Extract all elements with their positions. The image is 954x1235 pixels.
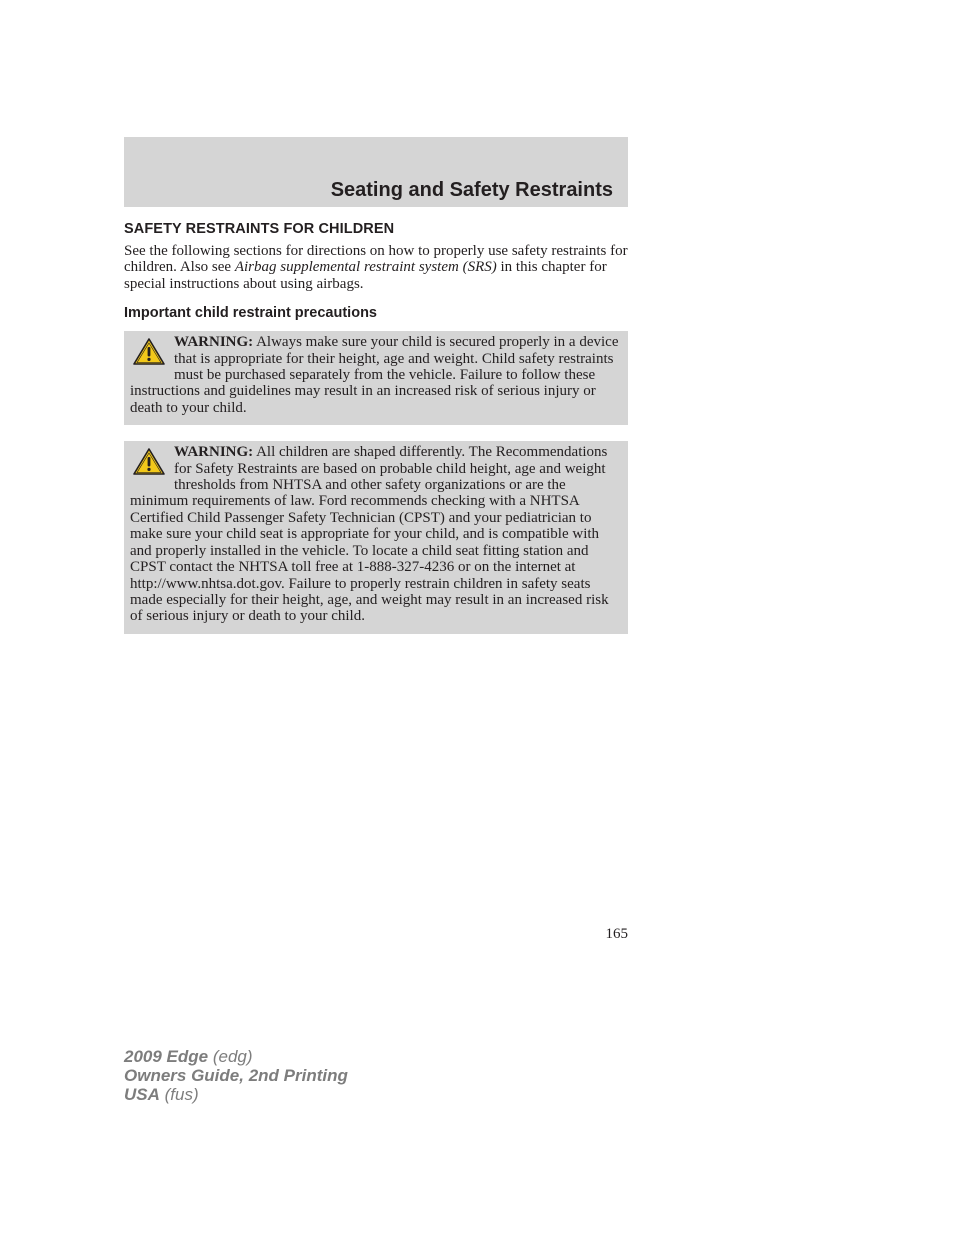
warning-text-1 bbox=[130, 334, 620, 416]
chapter-header-band bbox=[124, 137, 628, 207]
intro-paragraph bbox=[124, 243, 628, 292]
warning-box-2 bbox=[124, 441, 628, 633]
intro-text-end: in this chapter for special instructions about using airbags. bbox=[124, 259, 607, 292]
footer-line-market bbox=[124, 1085, 348, 1104]
warning-triangle-icon bbox=[132, 447, 166, 477]
footer-model: 2009 Edge bbox=[124, 1047, 209, 1066]
subsection-heading: Important child restraint precautions bbox=[124, 305, 377, 322]
page-content bbox=[124, 220, 628, 634]
warning-box-1 bbox=[124, 331, 628, 425]
warning-label: WARNING: bbox=[174, 444, 254, 461]
chapter-title: Seating and Safety Restraints bbox=[330, 179, 613, 201]
footer-model-code: (edg) bbox=[208, 1047, 253, 1066]
footer-market: USA bbox=[124, 1085, 160, 1104]
warning-label: WARNING: bbox=[174, 334, 254, 351]
warning-body: Always make sure your child is secured properly in a device that is appropriate for their height, age and weight. Child safety restraints must be purchased separately from the vehicle. Failure to follow these instructions and guidelines may result in an increased risk of serious injury or death to your child. bbox=[130, 334, 619, 416]
footer-market-code: (fus) bbox=[159, 1085, 199, 1104]
document-footer bbox=[124, 1047, 348, 1104]
warning-triangle-icon bbox=[132, 337, 166, 367]
srs-reference: Airbag supplemental restraint system (SRS) bbox=[234, 259, 497, 276]
intro-text-start: See the following sections for directions on how to properly use safety restraints for children. Also see bbox=[124, 243, 628, 276]
section-heading: SAFETY RESTRAINTS FOR CHILDREN bbox=[124, 221, 395, 237]
footer-line-model bbox=[124, 1047, 348, 1066]
footer-line-guide: Owners Guide, 2nd Printing bbox=[124, 1066, 348, 1085]
warning-text-2 bbox=[130, 444, 620, 624]
warning-body: All children are shaped differently. The Recommendations for Safety Restraints are based on probable child height, age and weight thresholds from NHTSA and other safety organizations or are the minimum requirements of law. Ford recommends checking with a NHTSA Certified Child Passenger Safety Technician (CPST) and your pediatrician to make sure your child seat is appropriate for your child, and is compatible with and properly installed in the vehicle. To locate a child seat fitting station and CPST contact the NHTSA toll free at 1-888-327-4236 or on the internet at http://www.nhtsa.dot.gov. Failure to properly restrain children in safety seats made especially for their height, age, and weight may result in an increased risk of serious injury or death to your child. bbox=[130, 444, 609, 625]
page-number: 165 bbox=[605, 926, 628, 942]
